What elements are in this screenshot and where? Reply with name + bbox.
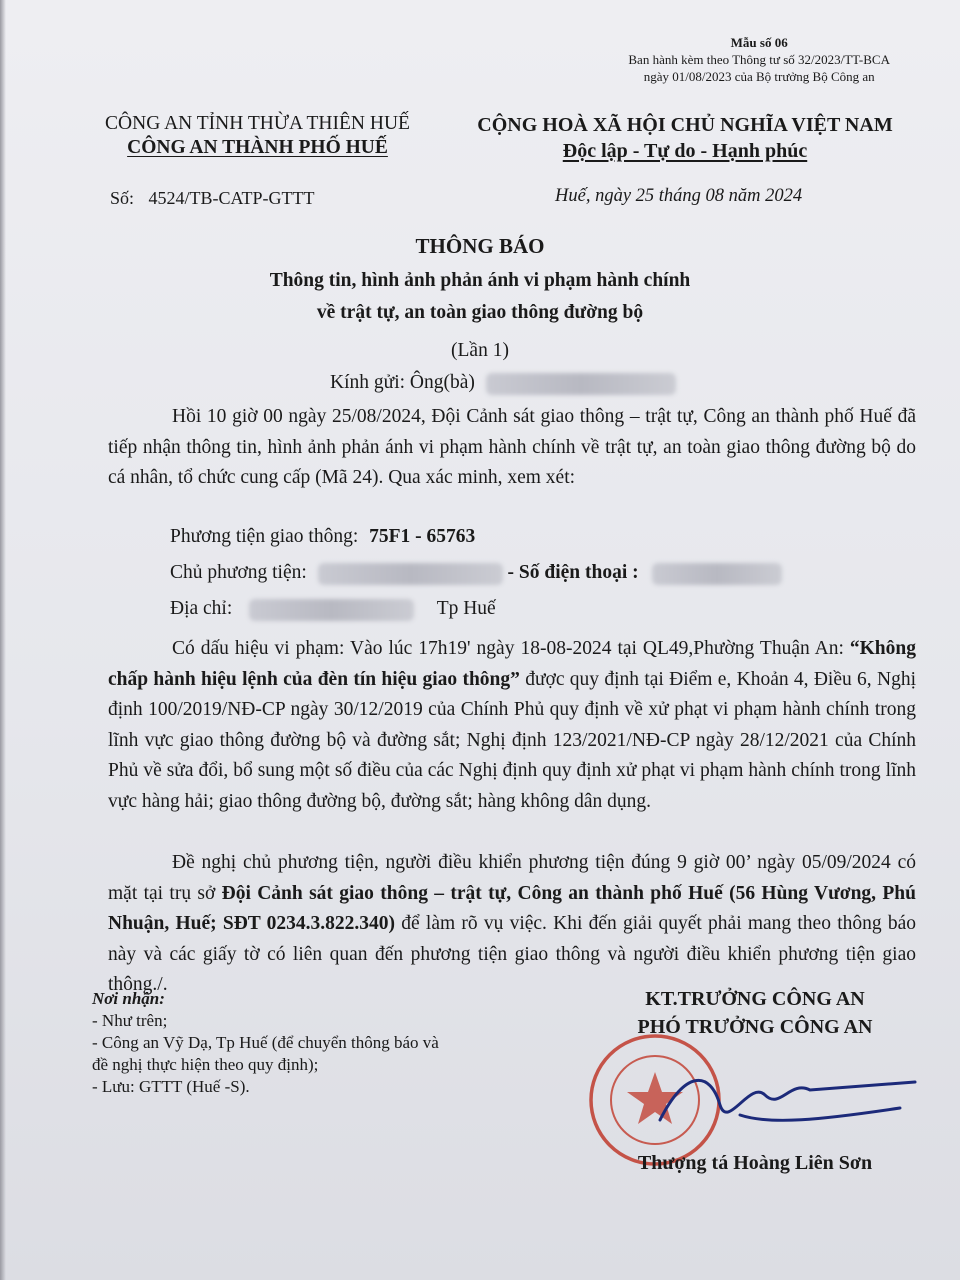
intro-text: Hồi 10 giờ 00 ngày 25/08/2024, Đội Cảnh sát giao thông – trật tự, Công an thành phố Huế đã tiếp nhận thông tin, hình ảnh phản ánh vi phạm hành chính về trật tự, an toàn giao thông đường bộ do cá nhân, tổ chức cung cấp (Mã 24). Qua xác minh, xem xét: [108, 406, 916, 488]
address-label: Địa chỉ: [170, 598, 233, 619]
recipients-item: đề nghị thực hiện theo quy định); [92, 1055, 319, 1074]
place-date: Huế, ngày 25 tháng 08 năm 2024 [555, 186, 803, 206]
intro-paragraph [108, 402, 916, 494]
recipients-list [92, 988, 439, 1098]
form-header [628, 34, 890, 85]
handwritten-signature-icon [640, 1060, 920, 1150]
document-number-value: 4524/TB-CATP-GTTT [148, 188, 315, 208]
owner-line [170, 562, 782, 585]
recipients-item: - Công an Vỹ Dạ, Tp Huế (để chuyển thông báo và [92, 1033, 439, 1052]
request-text-1: Đề nghị chủ phương tiện, người điều khiển phương tiện đúng 9 giờ 00’ ngày 05/09/2024 có mặt tại trụ sở [108, 852, 916, 904]
agency-header [60, 112, 455, 160]
paper-edge-shadow [0, 0, 6, 1280]
address-city: Tp Huế [436, 598, 496, 619]
redacted-address [249, 599, 414, 621]
document-title: THÔNG BÁO [415, 234, 545, 258]
redacted-recipient-name [486, 373, 676, 395]
address-line [170, 598, 496, 621]
form-number: Mẫu số 06 [730, 35, 788, 50]
recipients-heading: Nơi nhận: [92, 989, 165, 1008]
signature-title-2: PHÓ TRƯỞNG CÔNG AN [637, 1016, 873, 1038]
violation-paragraph [108, 634, 916, 817]
redacted-owner-name [318, 563, 503, 585]
nation-header [455, 112, 915, 164]
document-number [110, 188, 315, 209]
request-paragraph [108, 848, 916, 1001]
owner-label: Chủ phương tiện: [170, 562, 307, 583]
nation-name: CỘNG HOÀ XÃ HỘI CHỦ NGHĨA VIỆT NAM [477, 114, 893, 136]
agency-parent: CÔNG AN TỈNH THỪA THIÊN HUẾ [105, 113, 410, 134]
recipient-line [330, 372, 676, 395]
document-number-label: Số: [110, 188, 135, 208]
form-issued-with: Ban hành kèm theo Thông tư số 32/2023/TT-BCA [628, 52, 890, 67]
vehicle-label: Phương tiện giao thông: [170, 526, 359, 547]
signer-name: Thượng tá Hoàng Liên Sơn [637, 1152, 873, 1174]
recipients-item: - Như trên; [92, 1011, 168, 1030]
violation-quote: “Không chấp hành hiệu lệnh của đèn tín hiệu giao thông” [108, 638, 916, 690]
attempt-number: (Lần 1) [451, 340, 509, 361]
redacted-phone [652, 563, 782, 585]
vehicle-line [170, 526, 475, 548]
recipient-label: Kính gửi: Ông(bà) [330, 372, 475, 393]
document-subtitle-1: Thông tin, hình ảnh phản ánh vi phạm hành chính [269, 270, 691, 291]
request-bold: Đội Cảnh sát giao thông – trật tự, Công an thành phố Huế (56 Hùng Vương, Phú Nhuận, Huế; SĐT 0234.3.822.340) [108, 882, 916, 934]
vehicle-plate: 75F1 - 65763 [369, 526, 476, 547]
signature-title-1: KT.TRƯỞNG CÔNG AN [645, 988, 865, 1010]
violation-text-1: Có dấu hiệu vi phạm: Vào lúc 17h19' ngày 18-08-2024 tại QL49,Phường Thuận An: [172, 638, 850, 659]
form-issued-date: ngày 01/08/2023 của Bộ trưởng Bộ Công an [643, 69, 875, 84]
agency-unit: CÔNG AN THÀNH PHỐ HUẾ [127, 137, 388, 158]
request-text-2: để làm rõ vụ việc. Khi đến giải quyết phải mang theo thông báo này và các giấy tờ có liên quan đến phương tiện giao thông và người điều khiển phương tiện giao thông./. [108, 913, 916, 995]
recipients-item: - Lưu: GTTT (Huế -S). [92, 1077, 250, 1096]
phone-label: - Số điện thoại : [507, 562, 639, 583]
violation-text-2: được quy định tại Điểm e, Khoản 4, Điều 6, Nghị định 100/2019/NĐ-CP ngày 30/12/2019 của Chính Phủ quy định về xử phạt vi phạm hành chính trong lĩnh vực giao thông đường bộ và đường sắt; Nghị định 123/2021/NĐ-CP ngày 28/12/2021 của Chính Phủ về sửa đổi, bổ sung một số điều của các Nghị định quy định xử phạt vi phạm hành chính trong lĩnh vực hàng hải; giao thông đường bộ, đường sắt; hàng không dân dụng. [108, 668, 916, 812]
document-subtitle-2: về trật tự, an toàn giao thông đường bộ [316, 302, 644, 323]
nation-motto: Độc lập - Tự do - Hạnh phúc [562, 140, 808, 162]
